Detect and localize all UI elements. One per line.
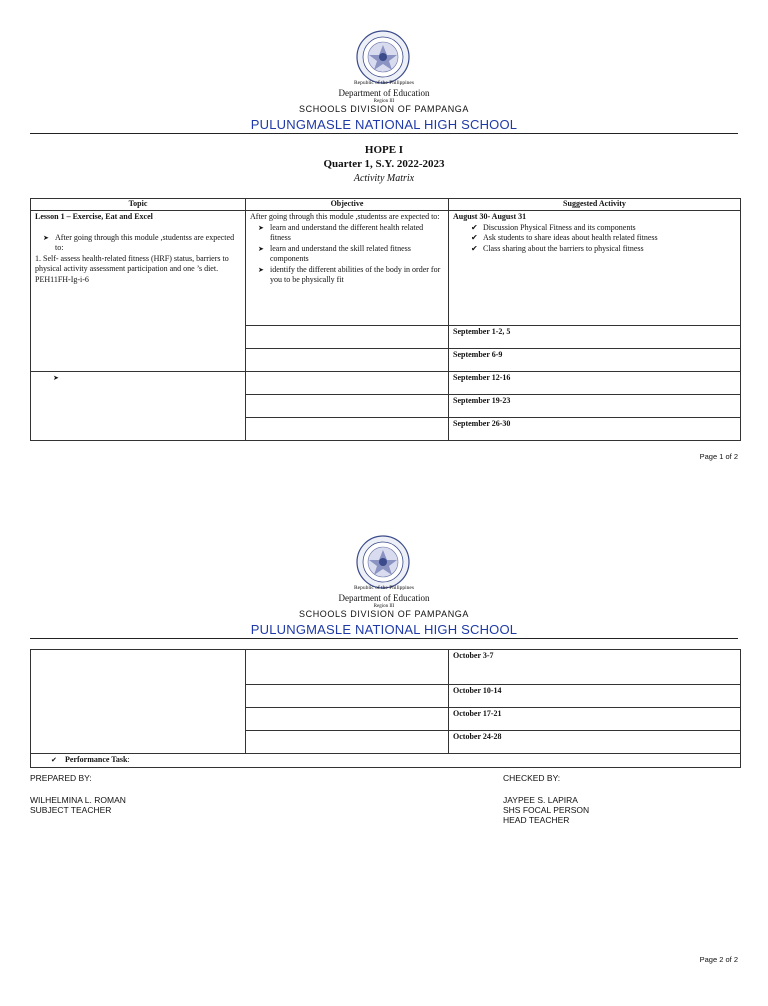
activity-matrix-table (30, 198, 741, 441)
region-label: Region III (373, 99, 395, 104)
week-label: September 6-9 (449, 349, 741, 372)
objective-list (250, 223, 444, 286)
deped-seal-icon (356, 30, 410, 84)
objective-cell-empty (246, 326, 449, 349)
checked-by-name: JAYPEE S. LAPIRA (503, 795, 578, 805)
prepared-by-label: PREPARED BY: (30, 773, 92, 783)
table-row (31, 372, 741, 395)
competency-text: 1. Self- assess health-related fitness (HRF) status, barriers to physical activity assessment participation and one ’s diet. PEH11FH-Ig-i-6 (35, 253, 229, 284)
objective-cell-empty (246, 708, 449, 731)
matrix-title: Activity Matrix (353, 173, 415, 184)
objective-cell-empty (246, 731, 449, 754)
objective-cell-empty (246, 395, 449, 418)
subject-title: HOPE I (364, 144, 404, 156)
table-row (31, 211, 741, 326)
column-header-objective: Objective (246, 199, 449, 211)
topic-intro-list (35, 233, 241, 254)
week-label: September 26-30 (449, 418, 741, 441)
header-divider (30, 133, 738, 134)
division-label: SCHOOLS DIVISION OF PAMPANGA (299, 609, 469, 619)
week-label: October 24-28 (449, 731, 741, 754)
deped-seal-icon (356, 535, 410, 589)
objective-intro: After going through this module ,studentss are expected to: (250, 212, 440, 221)
header-divider (30, 638, 738, 639)
column-header-topic: Topic (31, 199, 246, 211)
list-item: ➤ learn and understand the skill related fitness components (258, 243, 411, 263)
arrow-bullet-icon: ➤ (43, 233, 49, 242)
prepared-by-title: SUBJECT TEACHER (30, 805, 112, 815)
week-label: October 10-14 (449, 685, 741, 708)
objective-cell-empty (246, 418, 449, 441)
arrow-bullet-icon: ➤ (53, 374, 59, 382)
school-name: PULUNGMASLE NATIONAL HIGH SCHOOL (250, 117, 518, 132)
school-name: PULUNGMASLE NATIONAL HIGH SCHOOL (250, 622, 518, 637)
document-page-2 (0, 505, 768, 1006)
week-label: September 12-16 (449, 372, 741, 395)
list-item: ➤ identify the different abilities of the body in order for you to be physically fit (258, 264, 441, 284)
check-mark-icon: ✔ (471, 243, 478, 253)
table-row (31, 754, 741, 768)
region-label: Region III (373, 604, 395, 609)
objective-cell-empty (246, 650, 449, 685)
page-number: Page 1 of 2 (699, 452, 738, 461)
activity-matrix-table-continued (30, 649, 741, 768)
division-label: SCHOOLS DIVISION OF PAMPANGA (299, 104, 469, 114)
list-item: ✔ Class sharing about the barriers to physical fitness (471, 243, 644, 253)
objective-cell-empty (246, 685, 449, 708)
objective-cell-empty (246, 372, 449, 395)
check-mark-icon: ✔ (51, 756, 57, 764)
department-label: Department of Education (338, 593, 430, 603)
republic-label: Republic of the Philippines (353, 585, 415, 591)
list-item: ✔ Discussion Physical Fitness and its components (471, 222, 636, 232)
table-header-row (31, 199, 741, 211)
check-mark-icon: ✔ (471, 222, 478, 232)
topic-cell (31, 211, 246, 372)
week-label: September 1-2, 5 (449, 326, 741, 349)
quarter-title: Quarter 1, S.Y. 2022-2023 (323, 158, 445, 170)
performance-task-label: Performance Task (65, 755, 128, 764)
department-label: Department of Education (338, 88, 430, 98)
checked-by-title-2: HEAD TEACHER (503, 815, 570, 825)
arrow-bullet-icon: ➤ (258, 265, 264, 274)
prepared-by-name: WILHELMINA L. ROMAN (30, 795, 126, 805)
arrow-bullet-icon: ➤ (258, 223, 264, 232)
topic-cell (31, 372, 246, 441)
list-item: ✔ Ask students to share ideas about health related fitness (471, 233, 658, 242)
week-label: September 19-23 (449, 395, 741, 418)
week-label: August 30- August 31 (453, 212, 527, 221)
arrow-bullet-icon: ➤ (258, 244, 264, 253)
topic-cell (31, 650, 246, 754)
activity-list (453, 223, 736, 255)
performance-task-cell: ✔ Performance Task: (31, 754, 741, 768)
list-item: ➤ After going through this module ,studentss are expected to: (43, 232, 235, 252)
table-row (31, 650, 741, 685)
objective-cell-empty (246, 349, 449, 372)
column-header-activity: Suggested Activity (449, 199, 741, 211)
checked-by-label: CHECKED BY: (503, 773, 561, 783)
republic-label: Republic of the Philippines (353, 80, 415, 86)
lesson-title: Lesson 1 – Exercise, Eat and Excel (35, 212, 153, 221)
page-number: Page 2 of 2 (699, 955, 738, 964)
check-mark-icon: ✔ (471, 233, 478, 242)
week-label: October 17-21 (449, 708, 741, 731)
list-item: ➤ learn and understand the different health related fitness (258, 222, 424, 242)
checked-by-title: SHS FOCAL PERSON (503, 805, 590, 815)
activity-cell (449, 211, 741, 326)
document-page-1 (0, 0, 768, 500)
week-label: October 3-7 (449, 650, 741, 685)
objective-cell (246, 211, 449, 326)
